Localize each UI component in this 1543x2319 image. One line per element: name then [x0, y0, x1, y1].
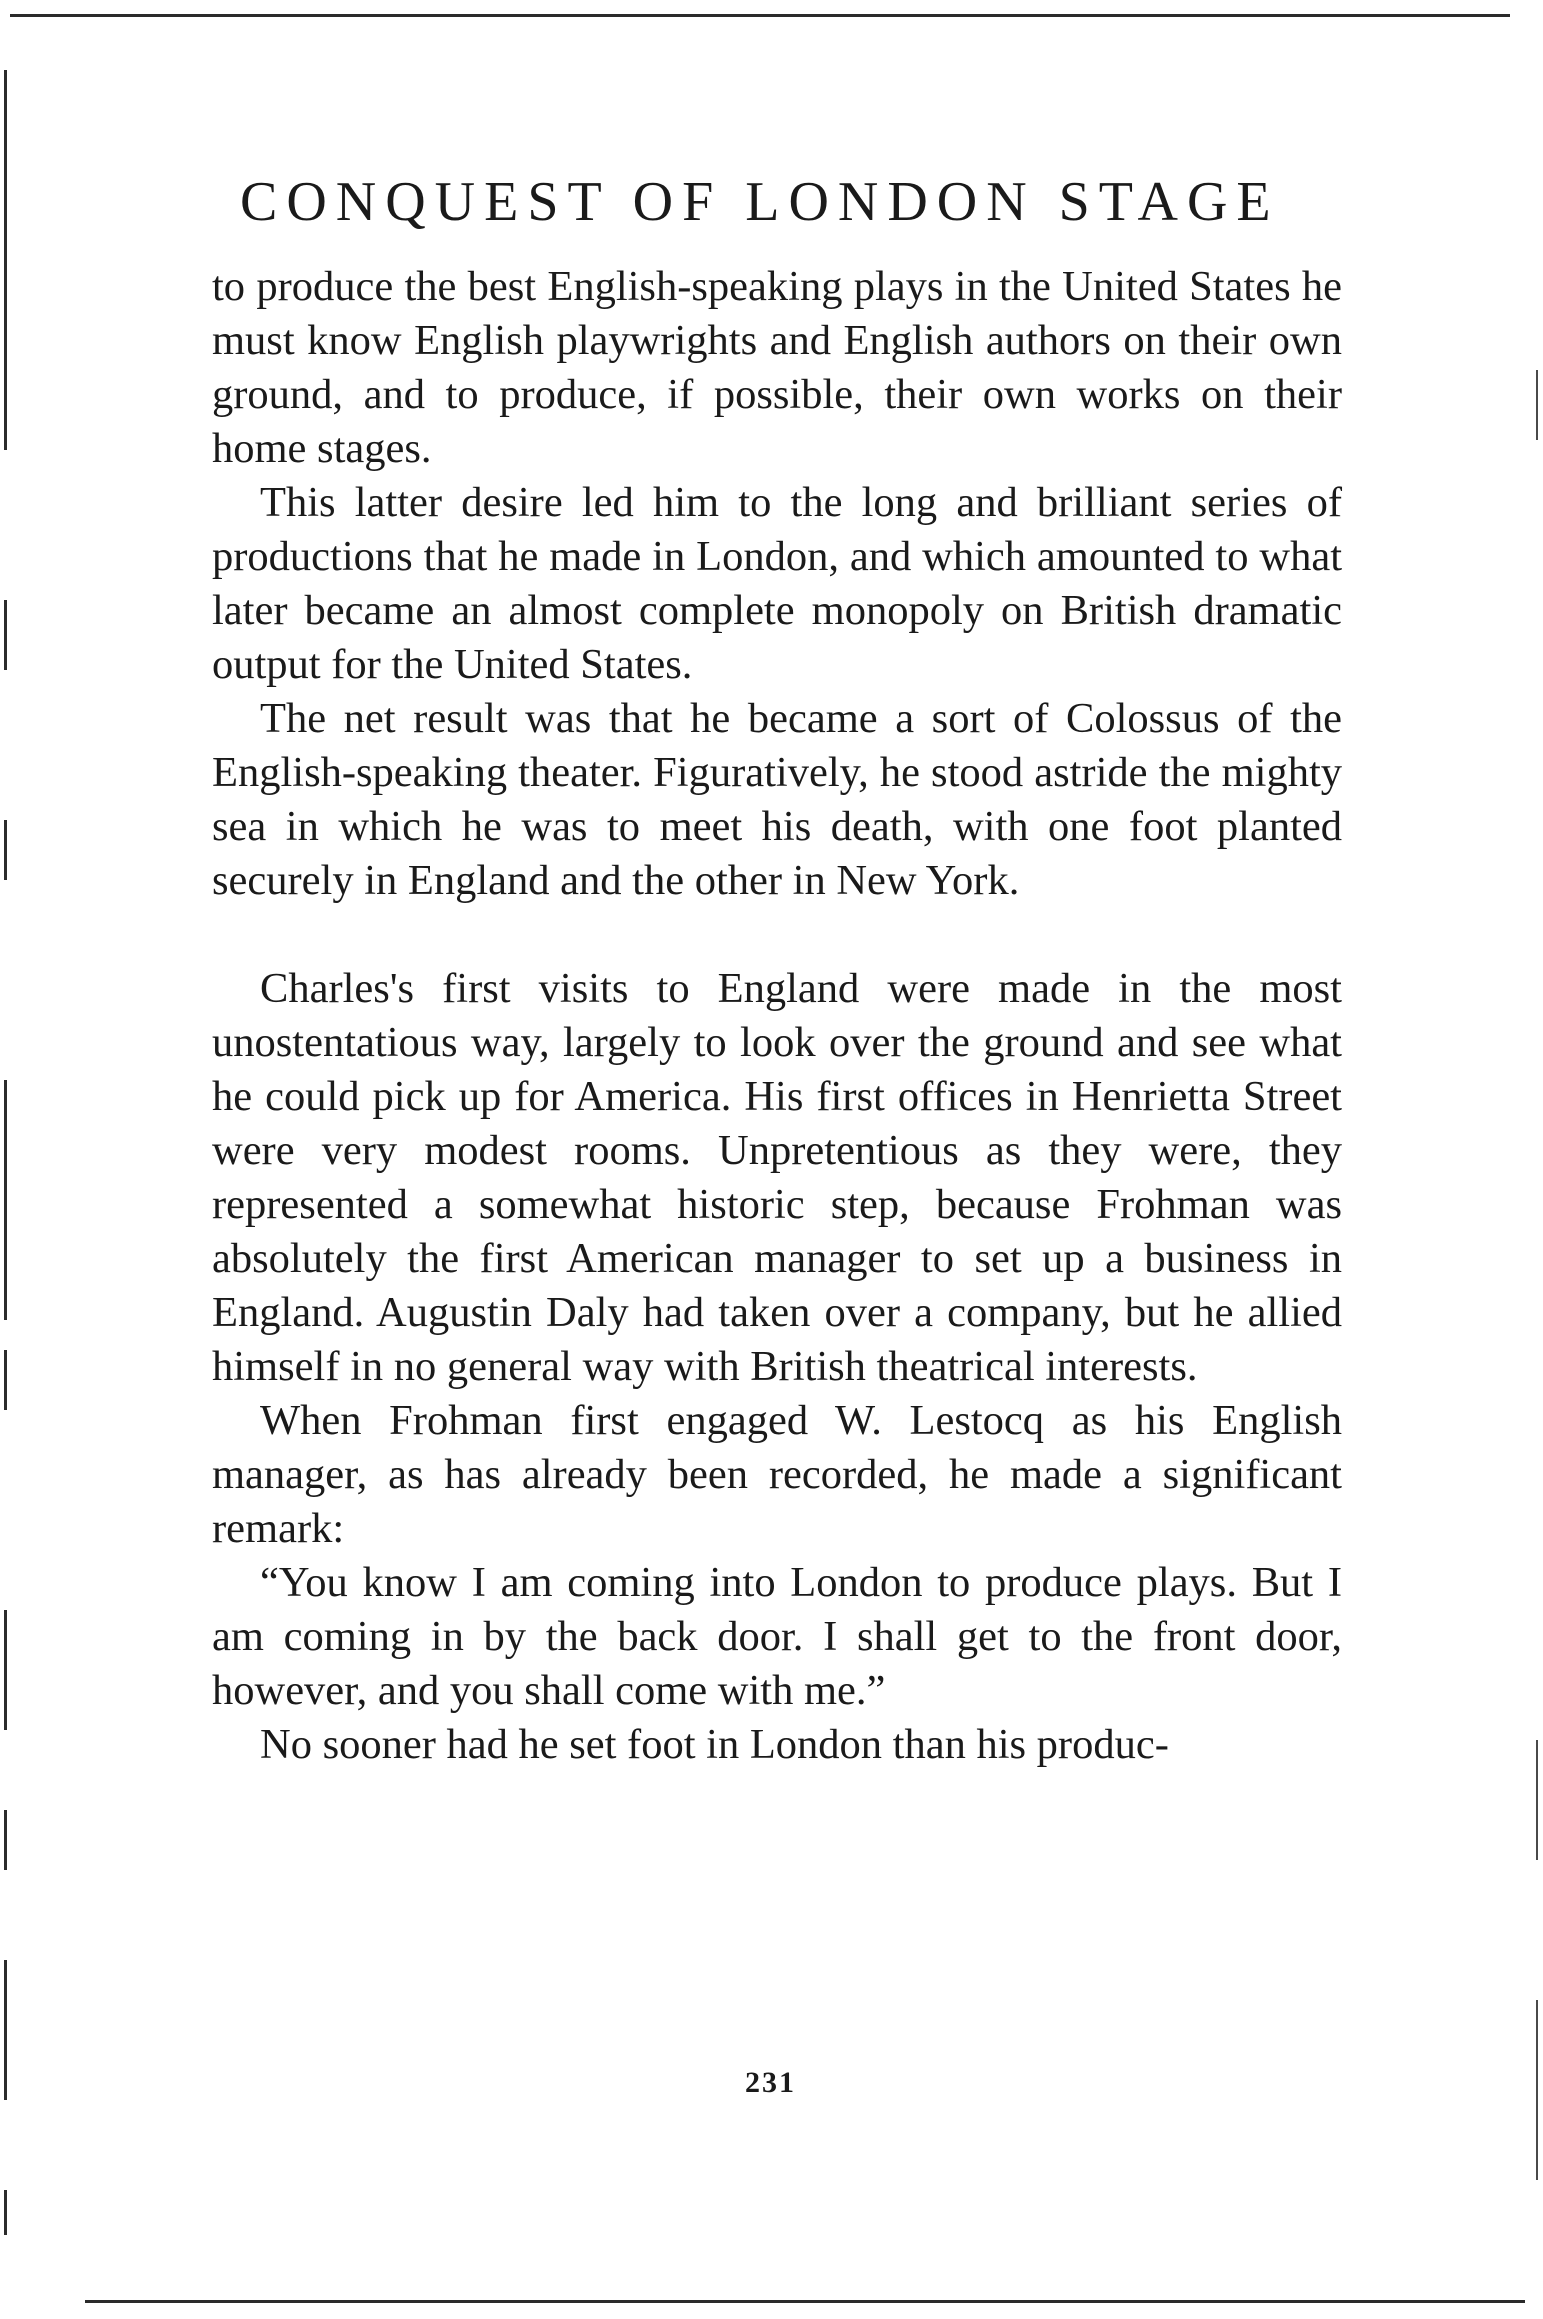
paragraph: Charles's first visits to England were made in the most unostentatious way, largely to look over the ground and see what he could pick up for America. His first offices in Henrietta Street were very modest rooms. Unpretentious as they were, they represented a somewhat historic step, because Frohman was absolutely the first American manager to set up a business in England. Augustin Daly had taken over a company, but he allied himself in no general way with British theatrical interests.	[212, 965, 1342, 1390]
binding-edge-mark	[4, 1350, 7, 1410]
binding-edge-mark	[4, 1810, 7, 1870]
binding-edge-mark	[4, 1080, 7, 1320]
page-number: 231	[745, 2066, 796, 2099]
right-edge-mark	[1536, 370, 1538, 440]
binding-edge-mark	[4, 70, 7, 450]
running-head: CONQUEST OF LONDON STAGE	[240, 171, 1280, 233]
top-page-rule	[10, 14, 1510, 17]
binding-edge-mark	[4, 1960, 7, 2100]
body-text	[212, 260, 1342, 1772]
right-edge-mark	[1536, 1740, 1538, 1860]
binding-edge-mark	[4, 600, 7, 670]
bottom-page-rule	[85, 2300, 1525, 2303]
paragraph: The net result was that he became a sort of Colossus of the English-speaking theater. Figuratively, he stood astride the mighty sea in which he was to meet his death, with one foot planted securely in England and the other in New York.	[212, 695, 1342, 904]
paragraph: “You know I am coming into London to produce plays. But I am coming in by the back door. I shall get to the front door, however, and you shall come with me.”	[212, 1559, 1342, 1714]
section-break	[212, 908, 1342, 962]
paragraph: This latter desire led him to the long and brilliant series of productions that he made in London, and which amounted to what later became an almost complete monopoly on British dramatic output for the United States.	[212, 479, 1342, 688]
paragraph: No sooner had he set foot in London than his produc-	[260, 1721, 1169, 1768]
paragraph: When Frohman first engaged W. Lestocq as his English manager, as has already been recorded, he made a significant remark:	[212, 1397, 1342, 1552]
binding-edge-mark	[4, 820, 7, 880]
binding-edge-mark	[4, 1610, 7, 1730]
binding-edge-mark	[4, 2190, 7, 2235]
right-edge-mark	[1536, 2000, 1538, 2180]
paragraph: to produce the best English-speaking plays in the United States he must know English playwrights and English authors on their own ground, and to produce, if possible, their own works on their home stages.	[212, 263, 1342, 472]
